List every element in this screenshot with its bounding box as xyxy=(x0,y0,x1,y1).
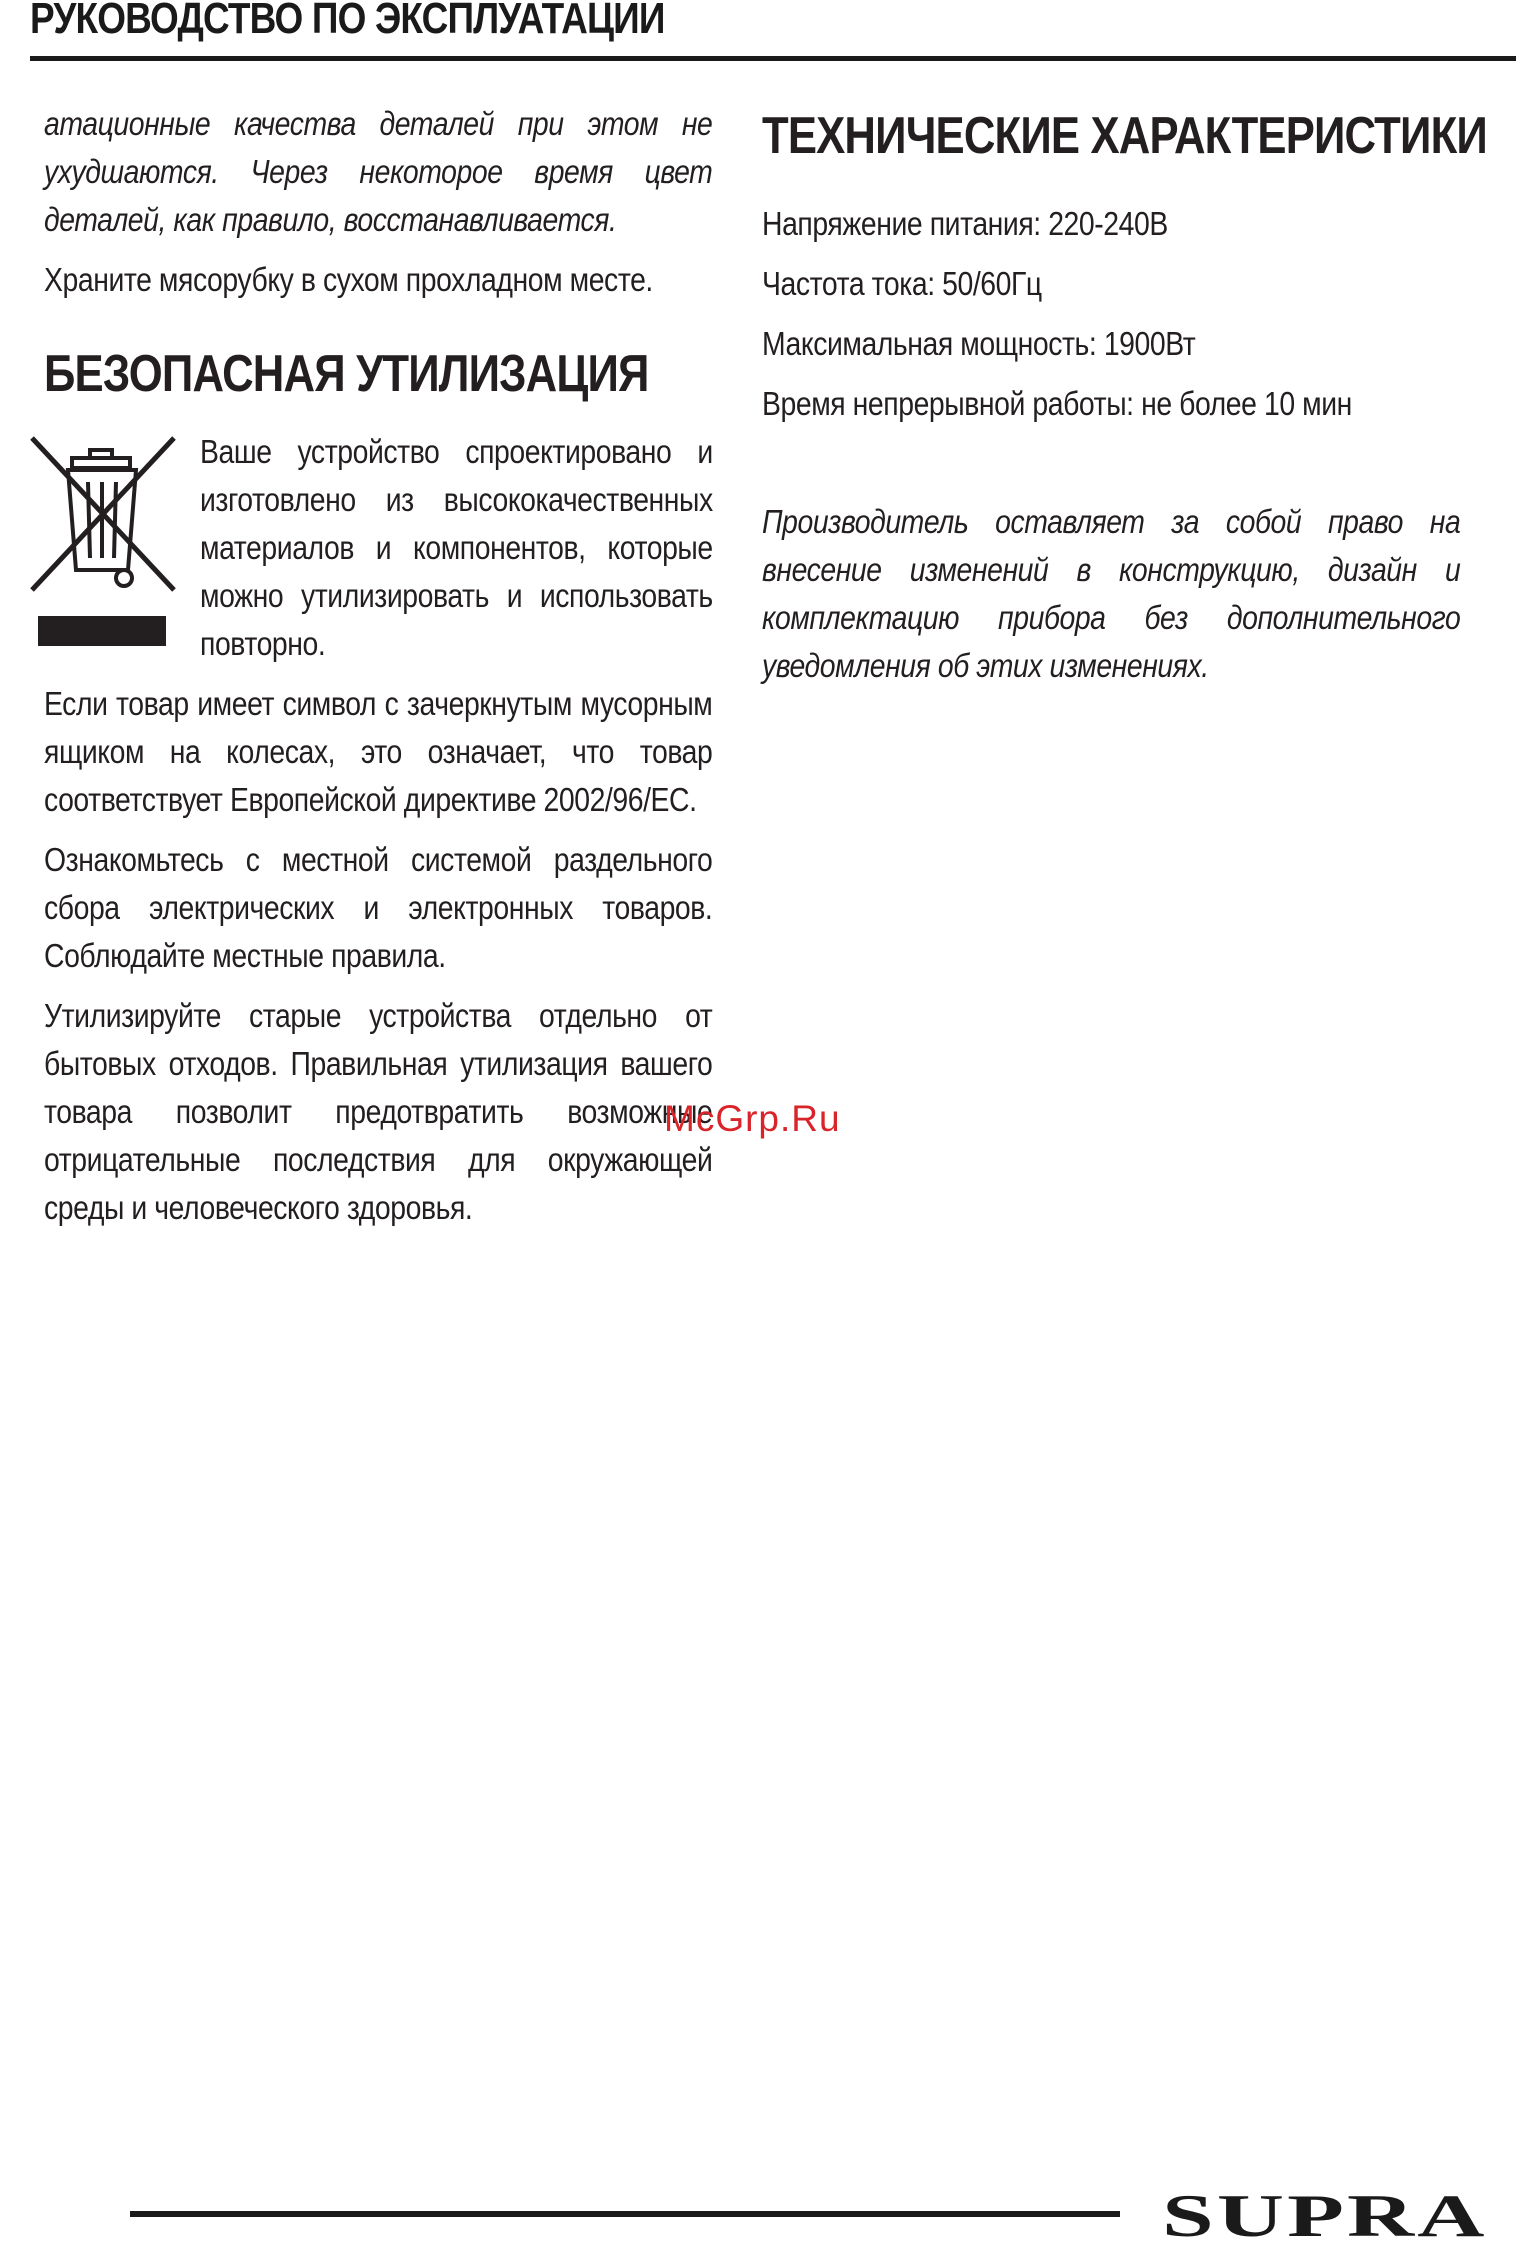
storage-paragraph: Храните мясорубку в сухом прохладном месте. xyxy=(44,261,653,298)
disposal-paragraph-4: Утилизируйте старые устройства отдельно от бытовых отходов. Правильная утилизация вашего товара позволит предотвратить возможные отрицательные последствия для окружающей среды и человеческого здоровья. xyxy=(44,997,713,1226)
watermark: McGrp.Ru xyxy=(664,1098,841,1139)
header-divider xyxy=(30,56,1516,61)
disposal-heading: БЕЗОПАСНАЯ УТИЛИЗАЦИЯ xyxy=(44,345,649,403)
disclaimer-paragraph: Производитель оставляет за собой право на внесение изменений в конструкцию, дизайн и комплектацию прибора без дополнительного уведомления об этих изменениях. xyxy=(762,503,1461,684)
spec-frequency: Частота тока: 50/60Гц xyxy=(762,265,1042,302)
disposal-paragraph-3: Ознакомьтесь с местной системой раздельного сбора электрических и электронных товаров. Соблюдайте местные правила. xyxy=(44,841,713,974)
weee-block xyxy=(24,428,714,680)
specs-heading: ТЕХНИЧЕСКИЕ ХАРАКТЕРИСТИКИ xyxy=(762,107,1487,165)
disposal-paragraph-1: Ваше устройство спроектировано и изготовлено из высококачественных материалов и компонентов, которые можно утилизировать и использовать повторно. xyxy=(200,433,713,662)
brand-logo: SUPRA xyxy=(1162,2183,1488,2249)
spec-power: Максимальная мощность: 1900Вт xyxy=(762,325,1196,362)
footer-divider xyxy=(130,2211,1120,2217)
spec-runtime: Время непрерывной работы: не более 10 мин xyxy=(762,385,1352,422)
page-header-title: РУКОВОДСТВО ПО ЭКСПЛУАТАЦИИ xyxy=(30,0,665,43)
intro-paragraph: атационные качества деталей при этом не ухудшаются. Через некоторое время цвет деталей, как правило, восстанавливается. xyxy=(44,105,713,238)
crossed-bin-icon xyxy=(24,430,184,655)
right-column xyxy=(762,100,1487,702)
spec-voltage: Напряжение питания: 220-240В xyxy=(762,205,1168,242)
disposal-paragraph-2: Если товар имеет символ с зачеркнутым мусорным ящиком на колесах, это означает, что товар соответствует Европейской директиве 2002/96/EC. xyxy=(44,685,713,818)
left-column xyxy=(44,100,714,1244)
